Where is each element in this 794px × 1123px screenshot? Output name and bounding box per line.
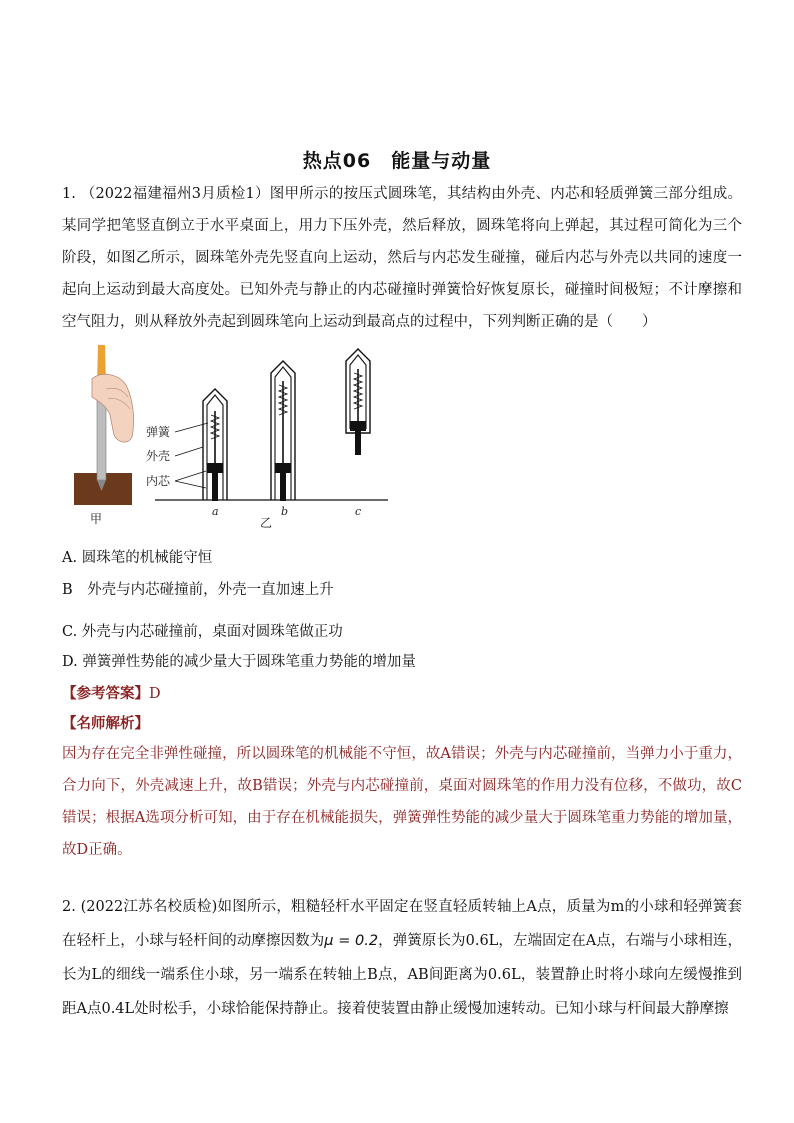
option-d: D. 弹簧弹性势能的减少量大于圆珠笔重力势能的增加量 [62,654,416,670]
pen-figure [70,345,400,535]
option-b: B 外壳与内芯碰撞前，外壳一直加速上升 [62,582,334,598]
label-c: c [355,505,362,518]
pen-stage-a [203,389,227,501]
mu-formula: μ = 0.2 [324,933,379,949]
label-b: b [281,505,289,518]
reference-answer [62,682,161,703]
label-core: 内芯 [146,474,171,488]
question-2-text-after: ，弹簧原长为0.6L，左端固定在A点，右端与小球相连，长为L的细线一端系住小球，另一端系在转轴上B点，AB间距离为0.6L，装置静止时将小球向左缓慢推到距A点0.4L处时松手，小球恰能保持静止。接着使装置由静止缓慢加速转动。已知小球与杆间最大静摩擦 [62,933,742,1017]
answer-label: 【参考答案】 [62,685,149,702]
pen-diagram-svg [70,345,400,535]
question-2-text-before: 2. (2022江苏名校质检)如图所示，粗糙轻杆水平固定在竖直轻质转轴上A点，质量为m的小球和轻弹簧套在轻杆上，小球与轻杆间的动摩擦因数为 [62,899,742,949]
label-shell: 外壳 [146,449,171,463]
analysis-label: 【名师解析】 [62,715,149,732]
page-title: 热点06 能量与动量 [302,150,492,172]
label-jia: 甲 [90,512,103,526]
label-yi: 乙 [260,516,273,530]
question-2-text [62,890,742,1026]
pen-stage-c [346,349,370,455]
answer-value: D [149,686,161,702]
analysis-text: 因为存在完全非弹性碰撞，所以圆珠笔的机械能不守恒，故A错误；外壳与内芯碰撞前，当弹力小于重力，合力向下，外壳减速上升，故B错误；外壳与内芯碰撞前，桌面对圆珠笔的作用力没有位移，不做功，故C错误；根据A选项分析可知，由于存在机械能损失，弹簧弹性势能的减少量大于圆珠笔重力势能的增加量，故D正确。 [62,746,742,858]
label-spring: 弹簧 [146,425,171,439]
option-c: C. 外壳与内芯碰撞前，桌面对圆珠笔做正功 [62,624,343,640]
question-1-text: 1. （2022福建福州3月质检1）图甲所示的按压式圆珠笔，其结构由外壳、内芯和轻质弹簧三部分组成。某同学把笔竖直倒立于水平桌面上，用力下压外壳，然后释放，圆珠笔将向上弹起，其过程可简化为三个阶段，如图乙所示，圆珠笔外壳先竖直向上运动，然后与内芯发生碰撞，碰后内芯与外壳以共同的速度一起向上运动到最大高度处。已知外壳与静止的内芯碰撞时弹簧恰好恢复原长，碰撞时间极短；不计摩擦和空气阻力，则从释放外壳起到圆珠笔向上运动到最高点的过程中，下列判断正确的是（ ） [62,186,742,330]
label-a: a [212,505,219,518]
option-a: A. 圆珠笔的机械能守恒 [62,550,213,566]
pen-stage-b [271,361,295,501]
